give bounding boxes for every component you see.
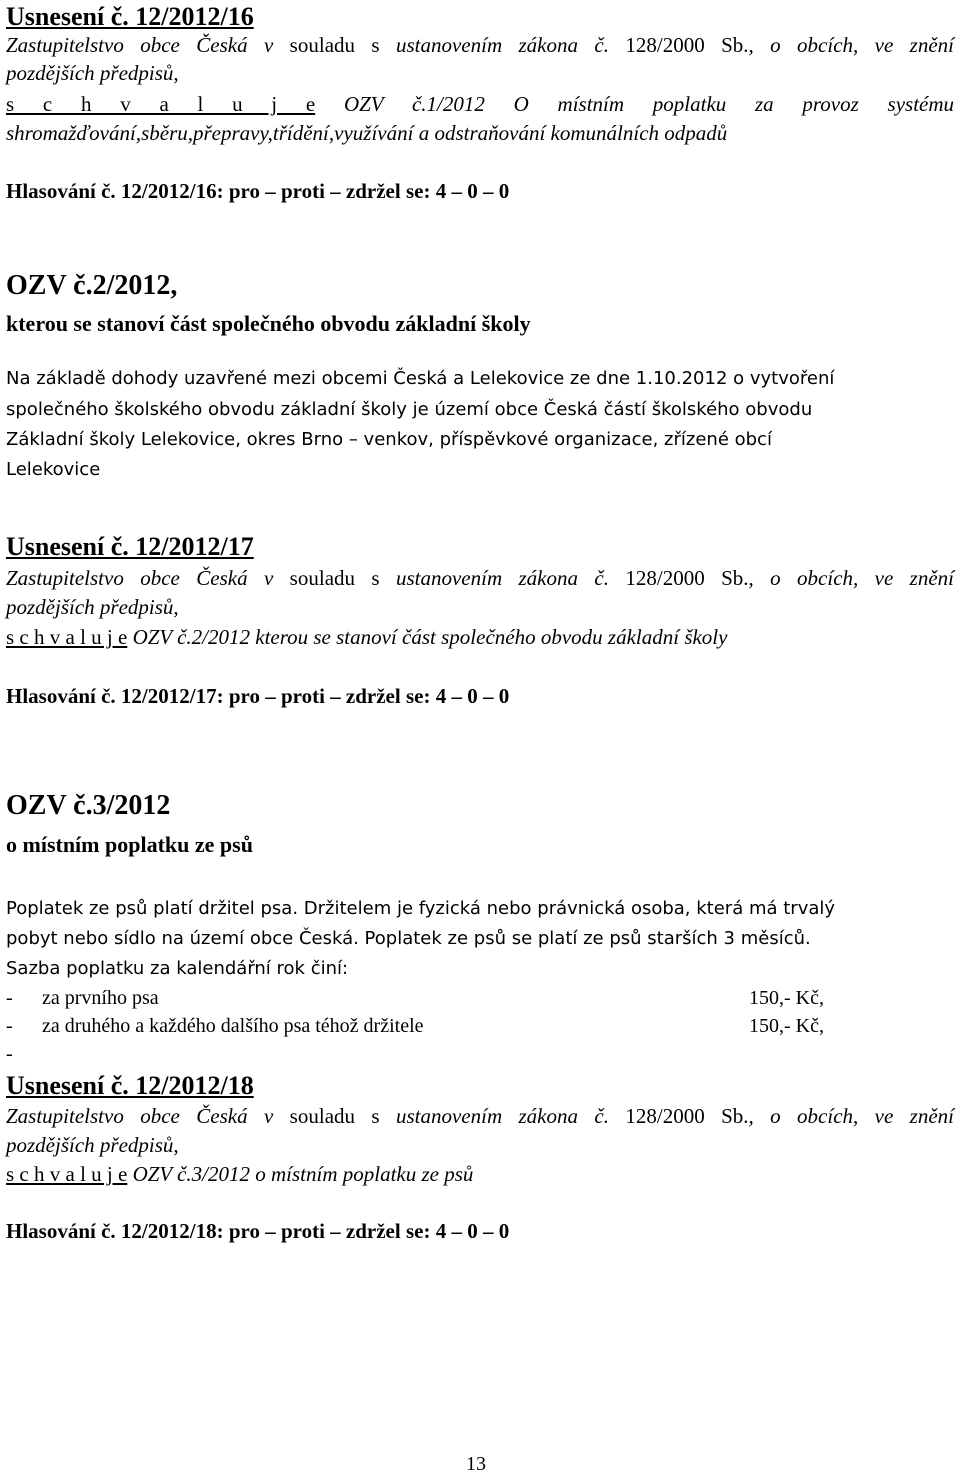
ozv-3-para-line-3: Sazba poplatku za kalendářní rok činí: [6, 958, 349, 979]
ozv-3-para-line-2: pobyt nebo sídlo na území obce Česká. Poplatek ze psů se platí ze psů starších 3 měsíců. [6, 928, 811, 949]
intro-provision: ustanovením zákona č. [395, 1104, 609, 1128]
fee-item-label: za druhého a každého dalšího psa téhož držitele [42, 1015, 424, 1037]
intro-municipalities: , o obcích, ve znění [748, 566, 955, 590]
ozv-3-heading: OZV č.3/2012 [6, 790, 171, 821]
resolution-18-vote: Hlasování č. 12/2012/18: pro – proti – zdržel se: 4 – 0 – 0 [6, 1219, 510, 1243]
intro-council: Zastupitelstvo obce Česká v [6, 33, 274, 57]
fee-item-amount: 150,- Kč, [749, 1015, 824, 1037]
fee-item-amount: 150,- Kč, [749, 987, 824, 1009]
resolution-16-text-cont: shromažďování,sběru,přepravy,třídění,využívání a odstraňování komunálních odpadů [6, 121, 728, 145]
resolution-18-intro-cont: pozdějších předpisů, [6, 1133, 179, 1157]
ozv-2-para-line-2: společného školského obvodu základní školy je území obce Česká částí školského obvodu [6, 399, 813, 420]
approves-label: s c h v a l u j e [6, 1162, 128, 1186]
fee-item-label: za prvního psa [42, 987, 159, 1009]
resolution-16-vote: Hlasování č. 12/2012/16: pro – proti – zdržel se: 4 – 0 – 0 [6, 179, 510, 203]
intro-council: Zastupitelstvo obce Česká v [6, 1104, 274, 1128]
intro-provision: ustanovením zákona č. [395, 566, 609, 590]
resolution-16-title: Usnesení č. 12/2012/16 [6, 2, 254, 31]
fee-item-dash: - [6, 987, 13, 1009]
intro-law-number: 128/2000 Sb. [608, 566, 749, 590]
intro-municipalities: , o obcích, ve znění [748, 1104, 955, 1128]
resolution-16-intro-cont: pozdějších předpisů, [6, 61, 179, 85]
approves-label: s c h v a l u j e [6, 92, 316, 116]
intro-provision: ustanovením zákona č. [395, 33, 609, 57]
resolution-17-title: Usnesení č. 12/2012/17 [6, 532, 254, 561]
resolution-18-title: Usnesení č. 12/2012/18 [6, 1071, 254, 1100]
intro-law-number: 128/2000 Sb. [608, 33, 749, 57]
ozv-3-para-line-1: Poplatek ze psů platí držitel psa. Držitelem je fyzická nebo právnická osoba, která má trvalý [6, 898, 836, 919]
resolution-16-decision [6, 91, 954, 117]
resolution-18-text: OZV č.3/2012 o místním poplatku ze psů [127, 1162, 474, 1186]
approves-label: s c h v a l u j e [6, 625, 128, 649]
intro-municipalities: , o obcích, ve znění [748, 33, 955, 57]
intro-law-number: 128/2000 Sb. [608, 1104, 749, 1128]
ozv-3-subheading: o místním poplatku ze psů [6, 832, 253, 857]
ozv-2-subheading: kterou se stanoví část společného obvodu základní školy [6, 311, 531, 336]
fee-item-dash: - [6, 1015, 13, 1037]
resolution-17-intro-cont: pozdějších předpisů, [6, 595, 179, 619]
intro-council: Zastupitelstvo obce Česká v [6, 566, 274, 590]
resolution-17-intro [6, 565, 954, 591]
intro-accordance: souladu s [273, 566, 396, 590]
intro-accordance: souladu s [273, 33, 396, 57]
resolution-18-decision [6, 1161, 473, 1187]
resolution-16-intro [6, 32, 954, 58]
ozv-2-para-line-4: Lelekovice [6, 459, 101, 480]
resolution-17-text: OZV č.2/2012 kterou se stanoví část společného obvodu základní školy [127, 625, 728, 649]
resolution-16-text: OZV č.1/2012 O místním poplatku za provoz systému [343, 92, 955, 116]
resolution-17-decision [6, 624, 727, 650]
page-number: 13 [466, 1453, 486, 1475]
ozv-2-para-line-1: Na základě dohody uzavřené mezi obcemi Česká a Lelekovice ze dne 1.10.2012 o vytvoření [6, 368, 835, 389]
resolution-17-vote: Hlasování č. 12/2012/17: pro – proti – zdržel se: 4 – 0 – 0 [6, 684, 510, 708]
intro-accordance: souladu s [273, 1104, 396, 1128]
resolution-18-intro [6, 1103, 954, 1129]
ozv-2-heading: OZV č.2/2012, [6, 270, 178, 301]
trailing-dash: - [6, 1043, 13, 1065]
ozv-2-para-line-3: Základní školy Lelekovice, okres Brno – venkov, příspěvkové organizace, zřízené obcí [6, 429, 772, 450]
